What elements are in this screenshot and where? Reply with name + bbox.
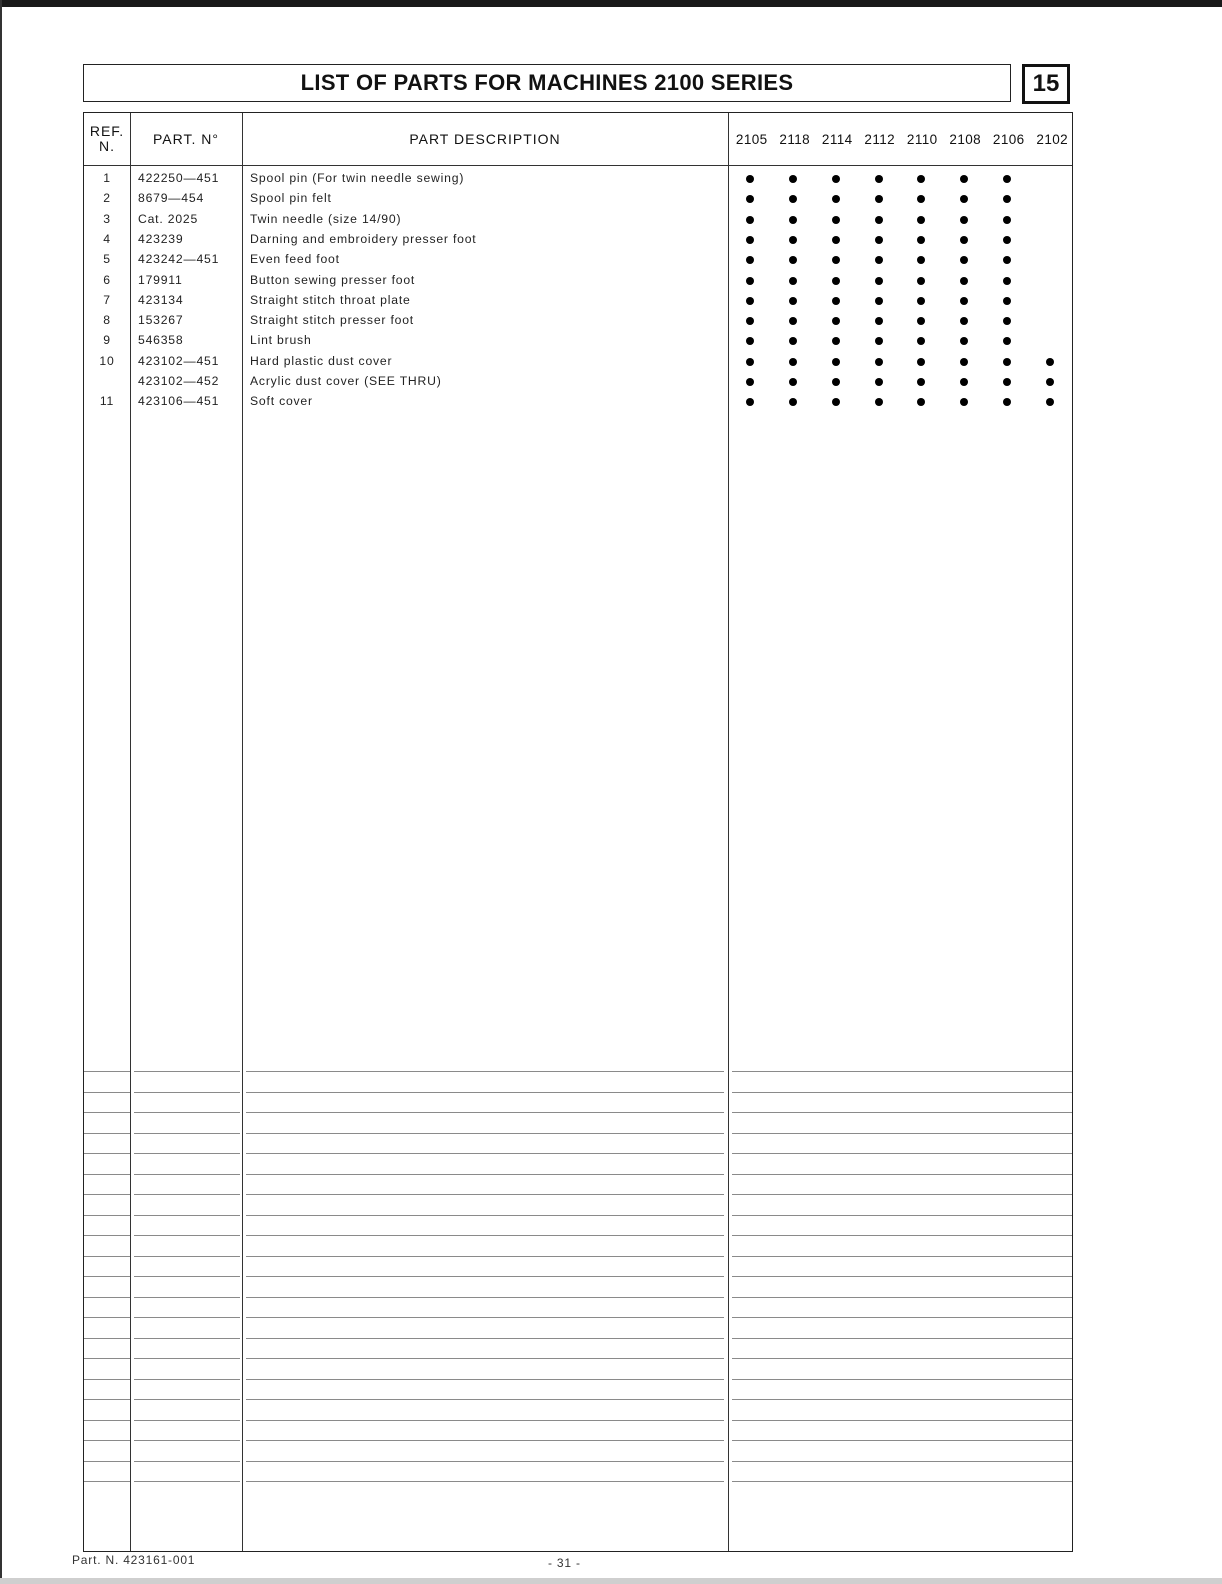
model-usage-dot bbox=[875, 337, 883, 345]
part-description: Spool pin (For twin needle sewing) bbox=[250, 171, 465, 185]
ruled-line bbox=[84, 1071, 130, 1072]
ruled-line bbox=[134, 1276, 240, 1277]
model-usage-dot bbox=[789, 236, 797, 244]
model-usage-dot bbox=[789, 195, 797, 203]
model-usage-dot bbox=[746, 337, 754, 345]
ruled-line bbox=[84, 1235, 130, 1236]
model-header: 2114 bbox=[821, 131, 853, 147]
model-usage-dot bbox=[789, 398, 797, 406]
ref-number: 1 bbox=[103, 171, 111, 185]
part-number: 153267 bbox=[138, 313, 184, 328]
ruled-line bbox=[246, 1194, 724, 1195]
part-number: 423102—452 bbox=[138, 374, 220, 388]
model-usage-dot bbox=[746, 398, 754, 406]
model-header: 2105 bbox=[735, 131, 768, 147]
part-number: 423134 bbox=[138, 292, 184, 307]
part-number: 546358 bbox=[138, 333, 184, 348]
table-row bbox=[84, 352, 1074, 372]
model-usage-dot bbox=[789, 277, 797, 285]
part-description: Lint brush bbox=[250, 333, 312, 348]
model-usage-dot bbox=[1003, 256, 1011, 264]
model-usage-dot bbox=[789, 378, 797, 386]
ruled-line bbox=[84, 1399, 130, 1400]
ruled-line bbox=[134, 1235, 240, 1236]
model-usage-dot bbox=[917, 398, 925, 406]
ruled-line bbox=[732, 1071, 1072, 1072]
description-column-header: PART DESCRIPTION bbox=[409, 131, 561, 147]
header-rule bbox=[84, 165, 1072, 166]
model-usage-dot bbox=[832, 317, 840, 325]
model-usage-dot bbox=[746, 277, 754, 285]
ruled-line bbox=[134, 1071, 240, 1072]
ruled-line bbox=[84, 1276, 130, 1277]
ref-number: 4 bbox=[103, 231, 111, 246]
ruled-line bbox=[732, 1235, 1072, 1236]
ref-number: 8 bbox=[103, 313, 111, 328]
model-usage-dot bbox=[1003, 277, 1011, 285]
table-row bbox=[84, 331, 1074, 351]
part-number: 423242—451 bbox=[138, 252, 220, 267]
ruled-line bbox=[84, 1379, 130, 1380]
model-usage-dot bbox=[832, 358, 840, 366]
ref-header-line1: REF. bbox=[89, 123, 125, 139]
ruled-line bbox=[134, 1440, 240, 1441]
model-usage-dot bbox=[746, 378, 754, 386]
ruled-line bbox=[732, 1092, 1072, 1093]
part-description: Hard plastic dust cover bbox=[250, 353, 393, 368]
model-usage-dot bbox=[789, 337, 797, 345]
ruled-line bbox=[246, 1071, 724, 1072]
page-title: LIST OF PARTS FOR MACHINES 2100 SERIES bbox=[83, 64, 1011, 102]
model-usage-dot bbox=[746, 216, 754, 224]
model-usage-dot bbox=[832, 195, 840, 203]
ruled-line bbox=[246, 1256, 724, 1257]
table-row bbox=[84, 210, 1074, 230]
model-usage-dot bbox=[960, 277, 968, 285]
model-usage-dot bbox=[1003, 378, 1011, 386]
scan-top-edge bbox=[0, 0, 1222, 7]
ruled-line bbox=[84, 1440, 130, 1441]
ruled-line bbox=[732, 1174, 1072, 1175]
model-header: 2112 bbox=[864, 131, 896, 147]
ruled-line bbox=[134, 1379, 240, 1380]
ruled-line bbox=[246, 1235, 724, 1236]
parts-table bbox=[83, 112, 1073, 1552]
model-header: 2106 bbox=[992, 131, 1025, 147]
part-description: Soft cover bbox=[250, 394, 313, 409]
ref-number: 11 bbox=[99, 394, 115, 409]
model-usage-dot bbox=[789, 317, 797, 325]
part-description: Straight stitch throat plate bbox=[250, 292, 411, 307]
model-usage-dot bbox=[1046, 358, 1054, 366]
ruled-line bbox=[246, 1133, 724, 1134]
model-usage-dot bbox=[875, 398, 883, 406]
ruled-line bbox=[246, 1358, 724, 1359]
ruled-line bbox=[134, 1092, 240, 1093]
model-usage-dot bbox=[875, 256, 883, 264]
table-row bbox=[84, 250, 1074, 270]
ruled-line bbox=[84, 1297, 130, 1298]
ruled-line bbox=[84, 1420, 130, 1421]
table-row bbox=[84, 230, 1074, 250]
ruled-line bbox=[134, 1256, 240, 1257]
ruled-line bbox=[732, 1399, 1072, 1400]
ruled-line bbox=[246, 1297, 724, 1298]
ruled-line bbox=[134, 1461, 240, 1462]
model-usage-dot bbox=[1003, 337, 1011, 345]
part-number: Cat. 2025 bbox=[138, 211, 199, 226]
ruled-line bbox=[134, 1153, 240, 1154]
ruled-line bbox=[732, 1194, 1072, 1195]
model-usage-dot bbox=[917, 277, 925, 285]
ref-number: 3 bbox=[103, 211, 111, 226]
model-usage-dot bbox=[1003, 195, 1011, 203]
ruled-line bbox=[84, 1112, 130, 1113]
ruled-line bbox=[246, 1379, 724, 1380]
model-usage-dot bbox=[832, 175, 840, 183]
model-usage-dot bbox=[875, 175, 883, 183]
scan-bottom-edge bbox=[0, 1578, 1222, 1584]
model-usage-dot bbox=[960, 236, 968, 244]
part-number: 423102—451 bbox=[138, 353, 220, 368]
model-usage-dot bbox=[746, 175, 754, 183]
model-usage-dot bbox=[917, 317, 925, 325]
page-number: - 31 - bbox=[548, 1556, 581, 1570]
ruled-line bbox=[732, 1112, 1072, 1113]
model-usage-dot bbox=[917, 297, 925, 305]
part-number: 179911 bbox=[138, 272, 183, 287]
model-usage-dot bbox=[1046, 398, 1054, 406]
model-usage-dot bbox=[875, 297, 883, 305]
model-usage-dot bbox=[1003, 236, 1011, 244]
ruled-line bbox=[134, 1174, 240, 1175]
ruled-line bbox=[246, 1153, 724, 1154]
ruled-line bbox=[732, 1420, 1072, 1421]
model-usage-dot bbox=[875, 195, 883, 203]
part-number: 423239 bbox=[138, 231, 184, 246]
ruled-line bbox=[246, 1092, 724, 1093]
model-usage-dot bbox=[1003, 216, 1011, 224]
model-usage-dot bbox=[746, 297, 754, 305]
ref-number: 10 bbox=[99, 353, 115, 368]
model-usage-dot bbox=[960, 317, 968, 325]
ref-number: 7 bbox=[103, 292, 111, 307]
ruled-line bbox=[84, 1215, 130, 1216]
ruled-line bbox=[246, 1461, 724, 1462]
ruled-line bbox=[732, 1440, 1072, 1441]
ruled-line bbox=[246, 1276, 724, 1277]
model-usage-dot bbox=[960, 297, 968, 305]
ruled-line bbox=[732, 1379, 1072, 1380]
model-usage-dot bbox=[789, 216, 797, 224]
ruled-line bbox=[134, 1317, 240, 1318]
ref-number: 2 bbox=[103, 191, 111, 206]
ref-number: 6 bbox=[103, 272, 111, 287]
model-usage-dot bbox=[746, 256, 754, 264]
model-usage-dot bbox=[746, 195, 754, 203]
ruled-line bbox=[134, 1112, 240, 1113]
ruled-line bbox=[84, 1481, 130, 1482]
model-usage-dot bbox=[832, 378, 840, 386]
ruled-line bbox=[84, 1256, 130, 1257]
model-usage-dot bbox=[875, 277, 883, 285]
ruled-line bbox=[84, 1153, 130, 1154]
ruled-line bbox=[246, 1420, 724, 1421]
model-usage-dot bbox=[832, 337, 840, 345]
model-usage-dot bbox=[960, 216, 968, 224]
ruled-line bbox=[732, 1133, 1072, 1134]
table-row bbox=[84, 392, 1074, 412]
ruled-line bbox=[732, 1461, 1072, 1462]
ruled-line bbox=[134, 1133, 240, 1134]
section-number-badge: 15 bbox=[1022, 64, 1070, 104]
table-row bbox=[84, 271, 1074, 291]
part-number: 8679—454 bbox=[138, 191, 205, 206]
ruled-line bbox=[246, 1174, 724, 1175]
model-usage-dot bbox=[960, 256, 968, 264]
model-usage-dot bbox=[832, 277, 840, 285]
ruled-line bbox=[84, 1358, 130, 1359]
model-header: 2110 bbox=[906, 131, 938, 147]
model-usage-dot bbox=[1003, 398, 1011, 406]
table-row bbox=[84, 169, 1074, 189]
ruled-line bbox=[134, 1297, 240, 1298]
model-usage-dot bbox=[917, 216, 925, 224]
model-usage-dot bbox=[832, 216, 840, 224]
ruled-line bbox=[732, 1276, 1072, 1277]
ruled-line bbox=[134, 1338, 240, 1339]
model-usage-dot bbox=[746, 358, 754, 366]
ruled-line bbox=[246, 1440, 724, 1441]
model-usage-dot bbox=[875, 358, 883, 366]
model-usage-dot bbox=[832, 256, 840, 264]
model-usage-dot bbox=[917, 236, 925, 244]
model-usage-dot bbox=[1003, 317, 1011, 325]
model-usage-dot bbox=[960, 398, 968, 406]
part-number: 423106—451 bbox=[138, 394, 220, 409]
ruled-line bbox=[134, 1481, 240, 1482]
table-row bbox=[84, 291, 1074, 311]
ruled-line bbox=[84, 1461, 130, 1462]
model-usage-dot bbox=[917, 256, 925, 264]
part-number-column-header: PART. N° bbox=[153, 131, 219, 147]
ruled-line bbox=[84, 1194, 130, 1195]
part-description: Acrylic dust cover (SEE THRU) bbox=[250, 374, 442, 388]
ruled-line bbox=[732, 1338, 1072, 1339]
ruled-line bbox=[732, 1481, 1072, 1482]
model-usage-dot bbox=[746, 317, 754, 325]
model-usage-dot bbox=[1003, 175, 1011, 183]
model-header: 2108 bbox=[949, 131, 982, 147]
part-number: 422250—451 bbox=[138, 171, 220, 185]
model-usage-dot bbox=[832, 297, 840, 305]
model-usage-dot bbox=[746, 236, 754, 244]
ref-number: 9 bbox=[103, 333, 111, 348]
document-part-number: Part. N. 423161-001 bbox=[72, 1553, 196, 1567]
model-usage-dot bbox=[960, 337, 968, 345]
ruled-line bbox=[732, 1153, 1072, 1154]
table-row bbox=[84, 372, 1074, 392]
ref-header-line2: N. bbox=[99, 138, 115, 154]
ruled-line bbox=[246, 1399, 724, 1400]
model-usage-dot bbox=[960, 175, 968, 183]
model-usage-dot bbox=[789, 358, 797, 366]
model-usage-dot bbox=[960, 378, 968, 386]
ruled-line bbox=[134, 1194, 240, 1195]
ruled-line bbox=[246, 1215, 724, 1216]
model-usage-dot bbox=[1003, 358, 1011, 366]
ruled-line bbox=[134, 1420, 240, 1421]
model-usage-dot bbox=[917, 175, 925, 183]
model-usage-dot bbox=[875, 378, 883, 386]
model-usage-dot bbox=[789, 256, 797, 264]
ruled-line bbox=[84, 1092, 130, 1093]
part-description: Darning and embroidery presser foot bbox=[250, 231, 477, 246]
part-description: Spool pin felt bbox=[250, 191, 332, 206]
part-description: Twin needle (size 14/90) bbox=[250, 211, 402, 226]
ruled-line bbox=[134, 1399, 240, 1400]
part-description: Straight stitch presser foot bbox=[250, 313, 414, 328]
part-description: Even feed foot bbox=[250, 252, 340, 267]
model-usage-dot bbox=[960, 358, 968, 366]
ruled-line bbox=[246, 1338, 724, 1339]
ruled-line bbox=[84, 1338, 130, 1339]
model-usage-dot bbox=[789, 297, 797, 305]
ruled-line bbox=[732, 1358, 1072, 1359]
ruled-line bbox=[246, 1317, 724, 1318]
model-usage-dot bbox=[832, 236, 840, 244]
scan-left-edge bbox=[0, 0, 2, 1584]
model-usage-dot bbox=[875, 236, 883, 244]
model-header: 2102 bbox=[1036, 131, 1069, 147]
ruled-line bbox=[84, 1174, 130, 1175]
model-usage-dot bbox=[960, 195, 968, 203]
table-row bbox=[84, 311, 1074, 331]
ruled-line bbox=[84, 1133, 130, 1134]
ruled-line bbox=[246, 1481, 724, 1482]
model-header: 2118 bbox=[779, 131, 811, 147]
model-usage-dot bbox=[917, 337, 925, 345]
model-usage-dot bbox=[917, 358, 925, 366]
ruled-line bbox=[134, 1358, 240, 1359]
ruled-line bbox=[84, 1317, 130, 1318]
model-usage-dot bbox=[1003, 297, 1011, 305]
ruled-line bbox=[246, 1112, 724, 1113]
ruled-line bbox=[732, 1256, 1072, 1257]
ref-column-header bbox=[84, 113, 130, 165]
ruled-line bbox=[134, 1215, 240, 1216]
model-usage-dot bbox=[917, 195, 925, 203]
part-description: Button sewing presser foot bbox=[250, 272, 416, 287]
model-usage-dot bbox=[875, 216, 883, 224]
model-usage-dot bbox=[789, 175, 797, 183]
model-usage-dot bbox=[875, 317, 883, 325]
ruled-line bbox=[732, 1317, 1072, 1318]
model-usage-dot bbox=[917, 378, 925, 386]
table-row bbox=[84, 189, 1074, 209]
model-columns-header bbox=[730, 113, 1074, 165]
ruled-line bbox=[732, 1215, 1072, 1216]
ruled-line bbox=[732, 1297, 1072, 1298]
model-usage-dot bbox=[1046, 378, 1054, 386]
model-usage-dot bbox=[832, 398, 840, 406]
ref-number: 5 bbox=[103, 252, 111, 267]
